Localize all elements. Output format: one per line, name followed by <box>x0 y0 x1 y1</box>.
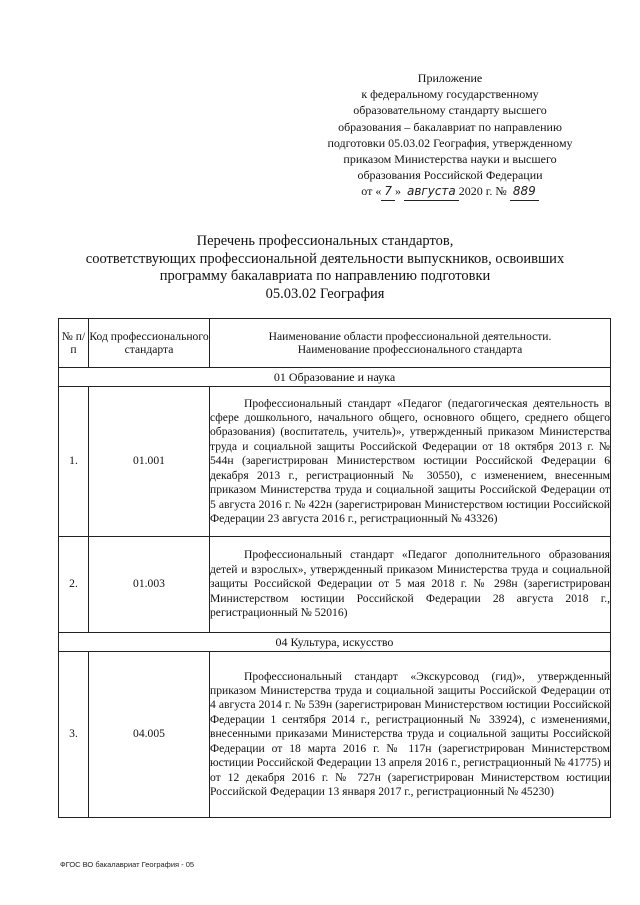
appendix-line: образовательному стандарту высшего <box>353 103 547 118</box>
row-description <box>210 652 611 818</box>
table-header-row <box>59 319 611 368</box>
section-row <box>59 368 611 387</box>
title-line: соответствующих профессиональной деятельности выпускников, освоивших <box>85 250 565 267</box>
header-num: № п/п <box>59 319 89 368</box>
title-line: Перечень профессиональных стандартов, <box>196 233 454 249</box>
appendix-line: образования Российской Федерации <box>357 168 543 183</box>
page-footer: ФГОС ВО бакалавриат География - 05 <box>60 860 195 869</box>
header-name <box>210 319 611 368</box>
appendix-label: Приложение <box>417 71 483 85</box>
order-date-line <box>300 183 600 200</box>
appendix-block <box>300 70 600 201</box>
title-line: 05.03.02 География <box>265 285 385 302</box>
appendix-line: образования – бакалавриат по направлению <box>338 119 562 134</box>
row-description-text: Профессиональный стандарт «Педагог (педагогическая деятельность в сфере дошкольного, начального общего, основного общего, среднего общего образования) (воспитатель, учитель)», утвержденный приказом Министерства труда и социальной защиты Российской Федерации от 18 октября 2013 г. № 544н (зарегистрирован Министерством юстиции Российской Федерации 6 декабря 2013 г., регистрационный № 30550), с изменением, внесенным приказом Министерства труда и социальной защиты Российской Федерации от 5 августа 2016 г. № 422н (зарегистрирован Министерством юстиции Российской Федерации 23 августа 2016 г., регистрационный № 43326) <box>210 396 610 525</box>
document-title <box>40 233 610 303</box>
section-row <box>59 633 611 652</box>
row-num: 2. <box>59 537 89 633</box>
date-prefix: от « <box>361 184 382 199</box>
handwritten-month: августа <box>404 183 459 200</box>
section-title: 01 Образование и наука <box>59 368 611 387</box>
date-year: 2020 г. № <box>458 184 507 199</box>
appendix-line: к федеральному государственному <box>361 87 539 102</box>
standards-table <box>58 318 611 818</box>
row-num: 3. <box>59 652 89 818</box>
appendix-line: подготовки 05.03.02 География, утвержденному <box>327 135 573 150</box>
row-code: 01.003 <box>89 537 210 633</box>
row-description <box>210 387 611 537</box>
table-row <box>59 537 611 633</box>
date-mid: » <box>395 184 401 199</box>
row-num: 1. <box>59 387 89 537</box>
header-name-line: Наименование профессионального стандарта <box>297 343 523 356</box>
row-code: 01.001 <box>89 387 210 537</box>
table-row <box>59 652 611 818</box>
table-row <box>59 387 611 537</box>
header-code: Код профессионального стандарта <box>89 319 210 368</box>
handwritten-day: 7 <box>381 183 395 200</box>
section-title: 04 Культура, искусство <box>59 633 611 652</box>
row-description <box>210 537 611 633</box>
header-name-line: Наименование области профессиональной деятельности. <box>268 329 552 343</box>
row-description-text: Профессиональный стандарт «Педагог дополнительного образования детей и взрослых», утвержденный приказом Министерства труда и социальной защиты Российской Федерации от 5 мая 2018 г. № 298н (зарегистрирован Министерством юстиции Российской Федерации 28 августа 2018 г., регистрационный № 52016) <box>210 548 610 620</box>
title-line: программу бакалавриата по направлению подготовки <box>159 268 491 284</box>
handwritten-order-number: 889 <box>510 183 539 200</box>
appendix-line: приказом Министерства науки и высшего <box>343 152 557 167</box>
row-description-text: Профессиональный стандарт «Экскурсовод (гид)», утвержденный приказом Министерства труда и социальной защиты Российской Федерации от 4 августа 2014 г. № 539н (зарегистрирован Министерством юстиции Российской Федерации 1 сентября 2014 г., регистрационный № 33924), с изменениями, внесенными приказами Министерства труда и социальной защиты Российской Федерации от 18 марта 2016 г. № 117н (зарегистрирован Министерством юстиции Российской Федерации 13 апреля 2016 г., регистрационный № 41775) и от 12 декабря 2016 г. № 727н (зарегистрирован Министерством юстиции Российской Федерации 13 января 2017 г., регистрационный № 45230) <box>210 669 610 798</box>
row-code: 04.005 <box>89 652 210 818</box>
